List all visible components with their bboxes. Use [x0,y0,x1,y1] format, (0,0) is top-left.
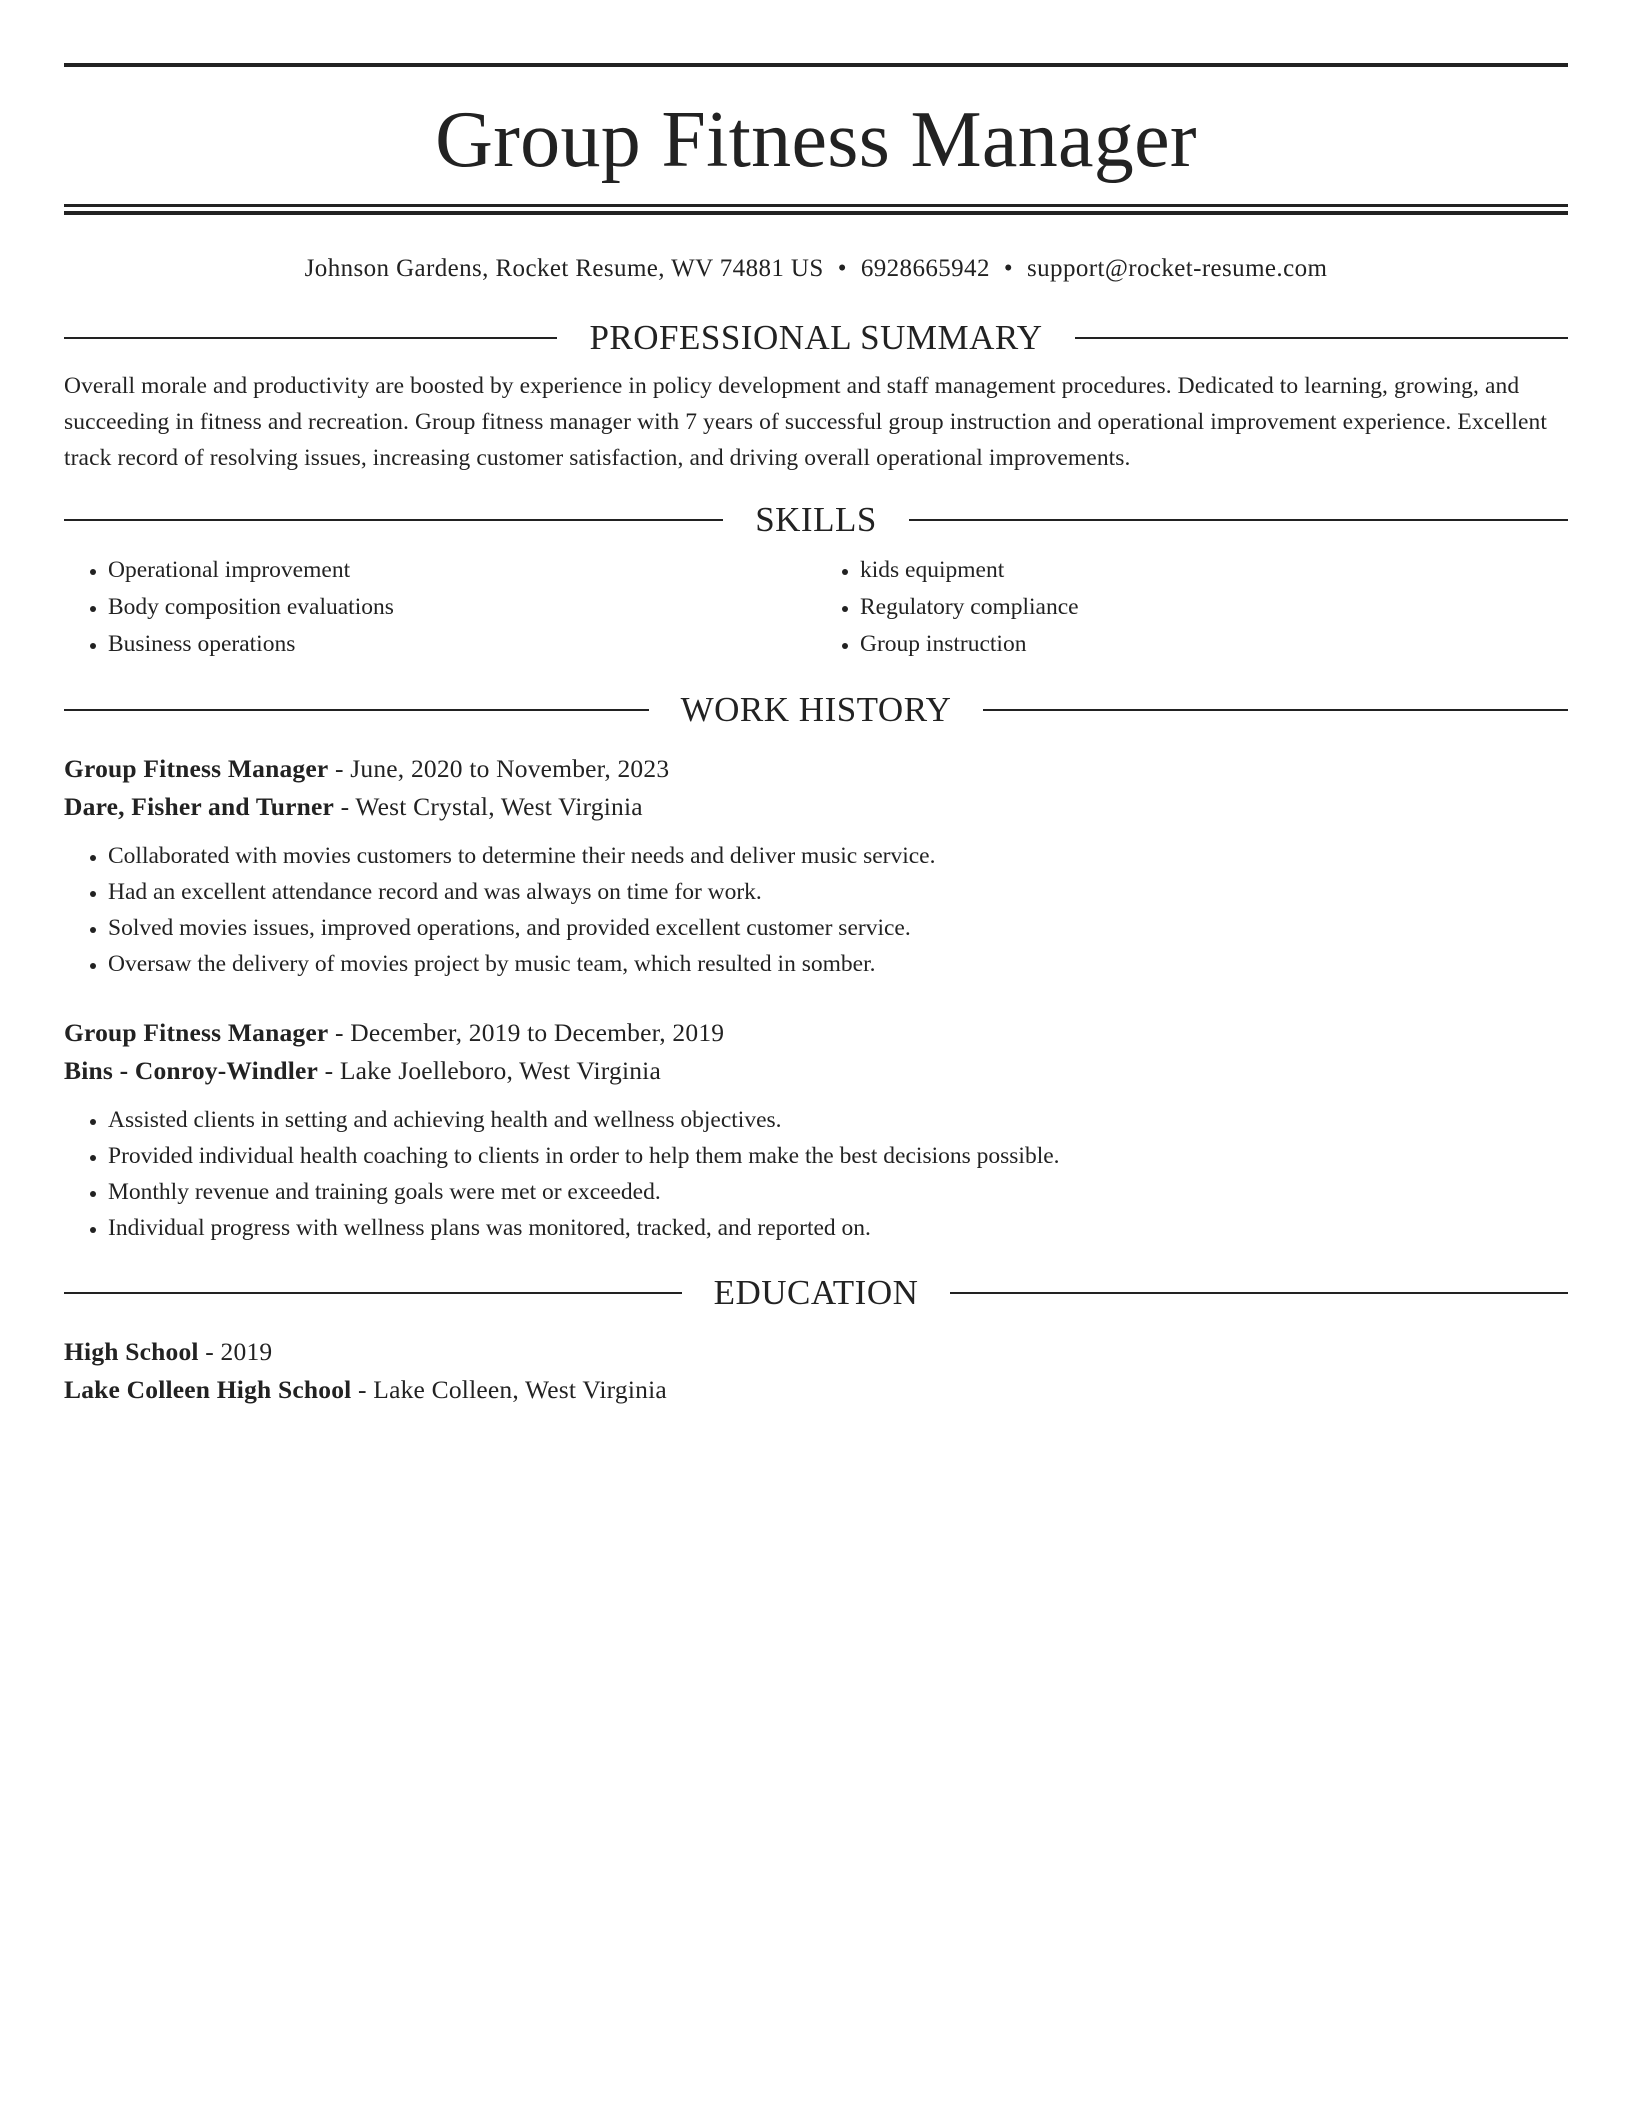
section-heading-education [64,1271,1568,1315]
skill-item: • Regulatory compliance [860,589,1568,626]
job-dates: - June, 2020 to November, 2023 [328,754,670,783]
duty-item: • Monthly revenue and training goals were met or exceeded. [108,1174,1568,1210]
job-company: Bins - Conroy-Windler [64,1056,319,1085]
heading-rule [64,709,649,711]
duty-item: • Provided individual health coaching to clients in order to help them make the best decisions possible. [108,1138,1568,1174]
skills-column-right [816,552,1568,663]
education-school: Lake Colleen High School [64,1375,352,1404]
job-title-line [64,750,1568,788]
duty-item: • Assisted clients in setting and achieving health and wellness objectives. [108,1102,1568,1138]
skill-item: • kids equipment [860,552,1568,589]
skills-list [64,552,1568,663]
heading-rule [1075,337,1568,339]
contact-separator: • [1003,255,1014,282]
contact-line [64,252,1568,286]
education-degree: High School [64,1337,199,1366]
section-title-education: EDUCATION [713,1273,919,1312]
skills-column-left [64,552,816,663]
summary-text: Overall morale and productivity are boosted by experience in policy development and staff management procedures. Dedicated to learning, growing, and succeeding in fitness and recreation. Group fitness manager with 7 years of successful group instruction and operational improvement experience. Excellent track record of resolving issues, increasing customer satisfaction, and driving overall operational improvements. [64,373,1548,471]
duty-item: • Solved movies issues, improved operations, and provided excellent customer service. [108,910,1568,946]
heading-rule [64,1292,682,1294]
education-year: - 2019 [198,1337,273,1366]
job-location: - West Crystal, West Virginia [334,792,643,821]
duty-item: • Collaborated with movies customers to determine their needs and deliver music service. [108,838,1568,874]
education-entry [64,1333,1568,1409]
duty-item: • Had an excellent attendance record and was always on time for work. [108,874,1568,910]
job-duties [64,1102,1568,1246]
education-location: - Lake Colleen, West Virginia [351,1375,667,1404]
job-dates: - December, 2019 to December, 2019 [328,1018,725,1047]
duty-item: • Oversaw the delivery of movies project by music team, which resulted in somber. [108,946,1568,982]
section-heading-work [64,688,1568,732]
job-duties [64,838,1568,982]
job-location: - Lake Joelleboro, West Virginia [318,1056,661,1085]
education-school-line [64,1371,1568,1409]
heading-rule [983,709,1568,711]
section-heading-summary [64,316,1568,360]
job-title: Group Fitness Manager [64,754,329,783]
skill-item: • Body composition evaluations [108,589,816,626]
contact-email: support@rocket-resume.com [1027,255,1328,282]
job-entry [64,750,1568,982]
job-title: Group Fitness Manager [64,1018,329,1047]
job-entry [64,1014,1568,1246]
contact-address: Johnson Gardens, Rocket Resume, WV 74881 US [304,255,824,282]
heading-rule [950,1292,1568,1294]
section-title-skills: SKILLS [755,500,877,539]
skill-item: • Group instruction [860,626,1568,663]
job-company-line [64,1052,1568,1090]
top-rule [64,63,1568,67]
contact-separator: • [837,255,847,282]
heading-rule [64,519,723,521]
resume-name: Group Fitness Manager [435,96,1197,184]
job-title-line [64,1014,1568,1052]
section-heading-skills [64,498,1568,542]
duty-item: • Individual progress with wellness plans was monitored, tracked, and reported on. [108,1210,1568,1246]
job-company-line [64,788,1568,826]
education-degree-line [64,1333,1568,1371]
job-company: Dare, Fisher and Turner [64,792,335,821]
heading-rule [909,519,1568,521]
section-title-work: WORK HISTORY [680,690,952,729]
section-title-summary: PROFESSIONAL SUMMARY [589,318,1043,357]
contact-phone: 6928665942 [860,255,990,282]
heading-rule [64,337,557,339]
skill-item: • Business operations [108,626,816,663]
name-double-rule [64,204,1568,207]
skill-item: • Operational improvement [108,552,816,589]
